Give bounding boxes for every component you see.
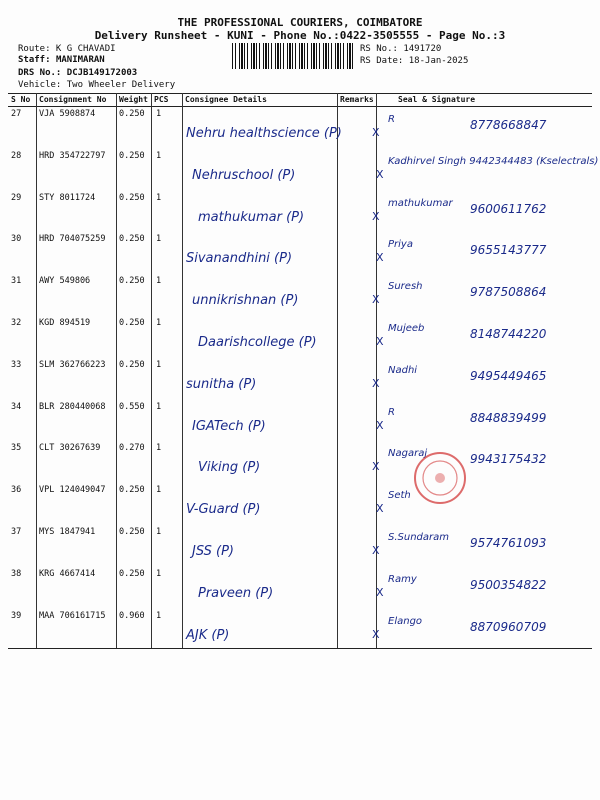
row-sno: 37 — [11, 527, 22, 537]
phone-number: 8778668847 — [470, 118, 547, 132]
company-title: THE PROFESSIONAL COURIERS, COIMBATORE — [177, 16, 423, 29]
row-weight: 0.960 — [119, 610, 145, 621]
drs-number: DCJB149172003 — [66, 68, 138, 78]
vehicle-label: Vehicle: Two Wheeler Delivery — [18, 80, 176, 90]
row-consignment-no: SLM 362766223 — [39, 359, 106, 370]
cross-mark: X — [372, 126, 380, 139]
cross-mark: X — [376, 335, 384, 348]
col-pcs: PCS — [154, 95, 169, 104]
rubber-seal-icon — [412, 450, 468, 506]
signature: mathukumar — [388, 197, 453, 209]
row-pcs: 1 — [156, 150, 162, 161]
consignee-name: JSS (P) — [192, 544, 234, 559]
cross-mark: X — [372, 627, 380, 641]
row-pcs: 1 — [156, 443, 162, 454]
consignee-name: Nehruschool (P) — [192, 167, 296, 183]
phone-number: 9600611762 — [470, 201, 547, 216]
consignee-name: Praveen (P) — [198, 585, 274, 601]
runsheet-subtitle: Delivery Runsheet - KUNI - Phone No.:0422-3505555 - Page No.:3 — [94, 29, 506, 42]
row-sno: 35 — [11, 443, 22, 454]
row-consignment-no: VPL 124049047 — [39, 485, 106, 496]
consignee-name: unnikrishnan (P) — [192, 293, 299, 309]
phone-number: 9943175432 — [470, 452, 547, 467]
row-weight: 0.550 — [119, 401, 145, 412]
phone-number: 9495449465 — [470, 368, 547, 383]
table-row — [8, 106, 592, 148]
row-consignment-no: VJA 5908874 — [39, 109, 96, 119]
row-weight: 0.250 — [119, 318, 145, 328]
row-pcs: 1 — [156, 401, 162, 412]
runsheet-table — [8, 93, 599, 649]
signature: Nagaraj — [388, 448, 428, 460]
signature: Mujeeb — [388, 323, 425, 334]
rs-date: RS Date: 18-Jan-2025 — [360, 56, 469, 66]
table-header — [8, 93, 592, 107]
row-sno: 36 — [11, 485, 22, 496]
col-remarks: Remarks — [340, 95, 374, 104]
row-sno: 32 — [11, 318, 22, 328]
phone-number: 8148744220 — [470, 327, 547, 341]
drs-label: DRS No.: — [18, 68, 62, 78]
table-row — [8, 566, 592, 608]
staff-row — [18, 55, 105, 66]
consignee-name: V-Guard (P) — [186, 502, 261, 518]
staff-name: MANIMARAN — [55, 55, 105, 65]
row-consignment-no: HRD 704075259 — [39, 234, 106, 245]
table-row — [8, 273, 592, 315]
signature: R — [388, 114, 395, 125]
row-pcs: 1 — [156, 485, 162, 496]
consignee-name: Daarishcollege (P) — [198, 335, 317, 350]
row-sno: 29 — [11, 192, 22, 203]
row-pcs: 1 — [156, 234, 162, 245]
row-sno: 27 — [11, 109, 22, 119]
row-weight: 0.250 — [119, 359, 145, 370]
row-sno: 30 — [11, 234, 22, 245]
row-pcs: 1 — [156, 527, 162, 537]
table-row — [8, 524, 592, 566]
row-sno: 28 — [11, 150, 22, 161]
table-row — [8, 190, 592, 232]
phone-number: 9655143777 — [470, 243, 547, 258]
col-sno: S No — [11, 95, 31, 104]
signature: Suresh — [388, 281, 423, 293]
barcode-icon — [232, 43, 354, 69]
signature: Nadhi — [388, 364, 418, 376]
cross-mark: X — [376, 251, 384, 265]
col-consignment: Consignment No — [39, 95, 107, 104]
signature: Ramy — [388, 573, 417, 585]
table-row — [8, 440, 592, 482]
route-label: Route: K G CHAVADI — [18, 44, 116, 54]
phone-number: 9787508864 — [470, 285, 547, 300]
row-sno: 33 — [11, 359, 22, 370]
row-consignment-no: STY 8011724 — [39, 192, 96, 203]
row-pcs: 1 — [156, 109, 162, 119]
cross-mark: X — [376, 418, 384, 432]
cross-mark: X — [376, 167, 384, 181]
consignee-name: Nehru healthscience (P) — [186, 126, 342, 141]
row-weight: 0.250 — [119, 527, 145, 537]
table-row — [8, 148, 599, 190]
phone-number: 8848839499 — [470, 410, 547, 425]
row-weight: 0.250 — [119, 109, 145, 119]
row-consignment-no: CLT 30267639 — [39, 443, 101, 454]
col-seal: Seal & Signature — [398, 95, 476, 104]
rs-number: RS No.: 1491720 — [360, 44, 442, 54]
row-sno: 38 — [11, 568, 22, 579]
phone-number: 8870960709 — [470, 619, 547, 634]
row-pcs: 1 — [156, 318, 162, 328]
table-row — [8, 608, 592, 650]
signature: S.Sundaram — [388, 532, 450, 543]
cross-mark: X — [376, 585, 384, 599]
consignee-name: mathukumar (P) — [198, 209, 305, 225]
phone-number: 9574761093 — [470, 536, 547, 550]
signature: Elango — [388, 615, 423, 627]
signature: Kadhirvel Singh 9442344483 (Kselectrals) — [388, 155, 599, 167]
consignee-name: Viking (P) — [198, 460, 261, 476]
row-consignment-no: BLR 280440068 — [39, 401, 106, 412]
row-weight: 0.250 — [119, 568, 145, 579]
consignee-name: Sivanandhini (P) — [186, 251, 293, 267]
row-pcs: 1 — [156, 610, 162, 621]
row-weight: 0.250 — [119, 150, 145, 161]
staff-label: Staff: — [18, 55, 51, 65]
row-weight: 0.250 — [119, 234, 145, 245]
cross-mark: X — [376, 502, 384, 516]
row-weight: 0.250 — [119, 192, 145, 203]
table-row — [8, 231, 592, 273]
row-pcs: 1 — [156, 276, 162, 287]
row-weight: 0.270 — [119, 443, 145, 454]
signature: Priya — [388, 239, 413, 251]
table-row — [8, 357, 592, 399]
consignee-name: AJK (P) — [186, 627, 230, 643]
row-consignment-no: KGD 894519 — [39, 318, 91, 328]
row-sno: 34 — [11, 401, 22, 412]
table-row — [8, 482, 592, 524]
col-consignee: Consignee Details — [185, 95, 267, 104]
row-sno: 31 — [11, 276, 22, 287]
row-pcs: 1 — [156, 359, 162, 370]
cross-mark: X — [372, 460, 380, 474]
row-consignment-no: MYS 1847941 — [39, 527, 96, 537]
phone-number: 9500354822 — [470, 577, 547, 592]
row-consignment-no: KRG 4667414 — [39, 568, 96, 579]
signature: Seth — [388, 490, 411, 502]
consignee-name: IGATech (P) — [192, 418, 266, 434]
row-consignment-no: HRD 354722797 — [39, 150, 106, 161]
cross-mark: X — [372, 544, 380, 557]
cross-mark: X — [372, 293, 380, 307]
cross-mark: X — [372, 376, 380, 390]
row-consignment-no: AWY 549806 — [39, 276, 91, 287]
drs-row — [18, 68, 137, 79]
cross-mark: X — [372, 209, 380, 223]
consignee-name: sunitha (P) — [186, 376, 257, 392]
row-weight: 0.250 — [119, 276, 145, 287]
row-sno: 39 — [11, 610, 22, 621]
table-row — [8, 399, 592, 441]
signature: R — [388, 406, 395, 418]
col-weight: Weight — [119, 95, 148, 104]
row-weight: 0.250 — [119, 485, 145, 496]
table-row — [8, 315, 592, 357]
row-consignment-no: MAA 706161715 — [39, 610, 106, 621]
row-pcs: 1 — [156, 568, 162, 579]
row-pcs: 1 — [156, 192, 162, 203]
